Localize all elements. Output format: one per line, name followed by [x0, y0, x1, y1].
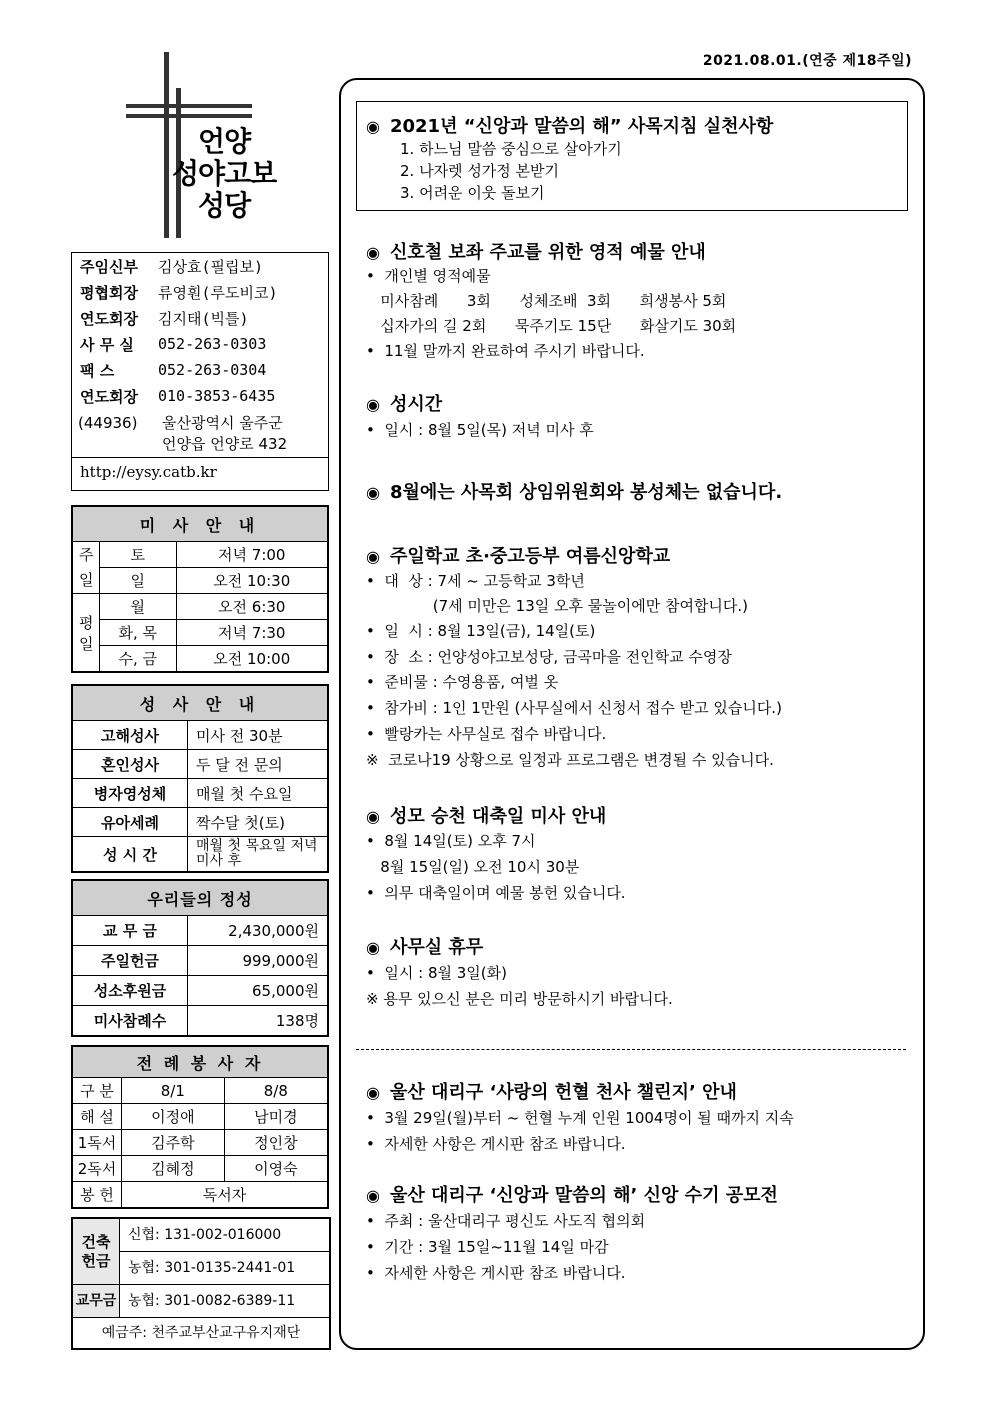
- info-row: [72, 357, 328, 383]
- mass-rows-1-time: 오전 10:30: [176, 568, 328, 594]
- tr-cell: [72, 946, 328, 976]
- div-cell: [73, 1285, 329, 1318]
- tr-cell: [72, 1078, 328, 1104]
- offering-rows-1-value: 999,000원: [188, 946, 329, 976]
- sections-blood-title: 울산 대리구 ‘사랑의 헌혈 천사 챌린지’ 안내: [389, 1082, 737, 1103]
- tbody-cell: [72, 1046, 328, 1208]
- bank-due-account: 농협: 301-0082-6389-11: [128, 1293, 296, 1309]
- mass-rows-4-time: 오전 10:00: [176, 646, 328, 673]
- tr-cell: [72, 721, 328, 750]
- info-row: [72, 383, 328, 409]
- tr-cell: [72, 1156, 328, 1182]
- holyhour-title: [366, 390, 442, 416]
- parish-name: [172, 126, 276, 222]
- mass-rows-0-day: 토: [100, 542, 177, 568]
- sections-holyhour-title: 성시간: [389, 394, 443, 415]
- tr-cell: [72, 808, 328, 837]
- servers-rows-0-0: 해 설: [72, 1104, 122, 1130]
- mass-weekday-label: 평일: [79, 613, 94, 653]
- servers-head-0: 구 분: [72, 1078, 122, 1104]
- sections-assumption-title: 성모 승천 대축일 미사 안내: [389, 806, 607, 827]
- summer-school-title: [366, 542, 670, 568]
- servers-rows-1-1: 김주학: [122, 1130, 225, 1156]
- parish-logo-lines-2: 성당: [198, 189, 251, 222]
- info-postcode: (44936): [78, 414, 138, 432]
- sections-prayer-title: 신호철 보좌 주교를 위한 영적 예물 안내: [389, 242, 706, 263]
- sections-office-title: 사무실 휴무: [389, 937, 484, 958]
- sections-marker: ◉: [366, 1083, 380, 1102]
- sacraments-rows-0-name: 고해성사: [72, 721, 188, 750]
- tr-cell: [72, 880, 328, 916]
- span-cell: [162, 413, 287, 455]
- goal-title: [366, 112, 773, 138]
- notice-title: [366, 478, 782, 504]
- servers-last-label: 봉 헌: [72, 1182, 122, 1209]
- info-rows-1-label: 평협회장: [80, 283, 138, 302]
- mass-rows-3-day: 화, 목: [100, 620, 177, 646]
- sections-school-lines-3: • 장 소 : 언양성야고보성당, 금곡마을 전인학교 수영장: [366, 648, 732, 666]
- parish-logo: [120, 52, 290, 238]
- servers-rows-2-1: 김혜정: [122, 1156, 225, 1182]
- sections-prayer-l3: 십자가의 길 2회 묵주기도 15단 화살기도 30회: [366, 317, 737, 335]
- divider: [356, 1049, 906, 1050]
- offering-rows-1-name: 주일헌금: [72, 946, 188, 976]
- sacraments-rows-3-name: 유아세례: [72, 808, 188, 837]
- info-row: [72, 305, 328, 331]
- sacraments-rows-0-value: 미사 전 30분: [188, 721, 329, 750]
- info-rows-2-value: 김지태(빅틀): [158, 309, 249, 328]
- bank-build-label: 건축헌금: [81, 1232, 111, 1270]
- sections-marker: ◉: [366, 807, 380, 826]
- liturgy-servers-table: [71, 1045, 329, 1209]
- sections-school-lines-2: • 일 시 : 8월 13일(금), 14일(토): [366, 622, 596, 640]
- div-cell: [126, 114, 252, 118]
- sections-notice-title: 8월에는 사목회 상임위원회와 봉성체는 없습니다.: [389, 482, 783, 503]
- sacraments-rows-3-value: 짝수달 첫(토): [188, 808, 329, 837]
- info-rows-0-value: 김상효(필립보): [158, 257, 264, 276]
- tr-cell: [72, 506, 328, 542]
- bulletin-date: 2021.08.01.(연중 제18주일): [702, 53, 912, 69]
- weekday-label: [72, 594, 100, 673]
- building-fund-label: [73, 1219, 120, 1284]
- sections-school-lines-7: ※ 코로나19 상황으로 일정과 프로그램은 변경될 수 있습니다.: [366, 751, 774, 769]
- div-cell: [73, 1219, 329, 1285]
- sections-prayer-l4: • 11월 말까지 완료하여 주시기 바랍니다.: [366, 342, 645, 360]
- tr-cell: [72, 837, 328, 873]
- sections-school-lines-6: • 빨랑카는 사무실로 접수 바랍니다.: [366, 725, 607, 743]
- sections-goal-items-1: 2. 나자렛 성가정 본받기: [400, 162, 560, 180]
- sections-marker: ◉: [366, 243, 380, 262]
- tr-cell: [72, 542, 328, 568]
- info-rows-3-value: 052-263-0303: [158, 335, 267, 353]
- mass-rows-2-day: 월: [100, 594, 177, 620]
- tr-cell: [72, 1130, 328, 1156]
- tr-cell: [72, 568, 328, 594]
- sunday-label: [72, 542, 100, 594]
- tbody-cell: [72, 685, 328, 872]
- tbody-cell: [72, 880, 328, 1036]
- info-address-line2: 언양읍 언양로 432: [162, 435, 288, 453]
- servers-rows-2-0: 2독서: [72, 1156, 122, 1182]
- sacraments-rows-2-value: 매월 첫 수요일: [188, 779, 329, 808]
- offering-rows-2-value: 65,000원: [188, 976, 329, 1006]
- mass-rows-1-day: 일: [100, 568, 177, 594]
- sections-school-lines-5: • 참가비 : 1인 1만원 (사무실에서 신청서 접수 받고 있습니다.): [366, 699, 782, 717]
- tr-cell: [72, 750, 328, 779]
- info-rows-4-value: 052-263-0304: [158, 361, 267, 379]
- info-rows-4-label: 팩 스: [80, 361, 115, 380]
- sections-office-lines-1: ※ 용무 있으신 분은 미리 방문하시기 바랍니다.: [366, 990, 673, 1008]
- sections-goal-title: 2021년 “신앙과 말씀의 해” 사목지침 실천사항: [389, 116, 774, 137]
- sections-contest-lines-2: • 자세한 사항은 게시판 참조 바랍니다.: [366, 1264, 626, 1282]
- sections-marker: ◉: [366, 117, 380, 136]
- sacraments-table: [71, 684, 329, 873]
- servers-title: 전 례 봉 사 자: [72, 1046, 328, 1078]
- sections-holyhour-l1: • 일시 : 8월 5일(목) 저녁 미사 후: [366, 421, 594, 439]
- tr-cell: [72, 1182, 328, 1209]
- sections-office-lines-0: • 일시 : 8월 3일(화): [366, 964, 507, 982]
- bank-build-accounts-0: 신협: 131-002-016000: [120, 1219, 329, 1252]
- tr-cell: [72, 620, 328, 646]
- sacraments-title: 성 사 안 내: [72, 685, 328, 721]
- contest-title: [366, 1181, 778, 1207]
- sections-assumption-lines-0: • 8월 14일(토) 오후 7시: [366, 832, 536, 850]
- sacraments-rows-1-name: 혼인성사: [72, 750, 188, 779]
- info-row: [72, 253, 328, 279]
- sections-marker: ◉: [366, 483, 380, 502]
- tr-cell: [72, 646, 328, 673]
- info-rows-3-label: 사 무 실: [80, 335, 134, 354]
- offering-rows-0-name: 교 무 금: [72, 916, 188, 946]
- sections-assumption-lines-1: 8월 15일(일) 오전 10시 30분: [366, 858, 580, 876]
- address: [72, 409, 328, 457]
- mass-rows-2-time: 오전 6:30: [176, 594, 328, 620]
- sacraments-rows-1-value: 두 달 전 문의: [188, 750, 329, 779]
- servers-head-1: 8/1: [122, 1078, 225, 1104]
- sections-blood-lines-1: • 자세한 사항은 게시판 참조 바랍니다.: [366, 1135, 626, 1153]
- servers-rows-1-2: 정인창: [224, 1130, 328, 1156]
- website-link[interactable]: http://eysy.catb.kr: [72, 457, 328, 486]
- info-address-line1: 울산광역시 울주군: [162, 414, 283, 432]
- tr-cell: [72, 594, 328, 620]
- sections-contest-lines-0: • 주최 : 울산대리구 평신도 사도직 협의회: [366, 1212, 646, 1230]
- sections-prayer-l2: 미사참례 3회 성체조배 3회 희생봉사 5회: [366, 292, 727, 310]
- mass-rows-0-time: 저녁 7:00: [176, 542, 328, 568]
- mass-title: 미 사 안 내: [72, 506, 328, 542]
- tr-cell: [72, 1006, 328, 1037]
- mass-rows-3-time: 저녁 7:30: [176, 620, 328, 646]
- contact-info-box: [71, 252, 329, 491]
- servers-rows-0-1: 이정애: [122, 1104, 225, 1130]
- sections-contest-lines-1: • 기간 : 3월 15일~11월 14일 마감: [366, 1238, 609, 1256]
- sacraments-rows-4-value: 매월 첫 목요일 저녁미사 후: [188, 837, 329, 873]
- div-cell: [126, 104, 252, 108]
- bank-due-label: 교무금: [73, 1285, 120, 1317]
- office-closed-title: [366, 933, 483, 959]
- offering-table: [71, 879, 329, 1037]
- bank-owner: 예금주: 천주교부산교구유지재단: [101, 1325, 301, 1341]
- info-rows-5-value: 010-3853-6435: [158, 387, 276, 405]
- sections-marker: ◉: [366, 547, 380, 566]
- sections-school-lines-4: • 준비물 : 수영용품, 여벌 옷: [366, 673, 559, 691]
- cross-icon: [164, 52, 169, 238]
- sections-blood-lines-0: • 3월 29일(월)부터 ~ 헌혈 누계 인원 1004명이 될 때까지 지속: [366, 1109, 794, 1127]
- servers-rows-1-0: 1독서: [72, 1130, 122, 1156]
- mass-rows-4-day: 수, 금: [100, 646, 177, 673]
- sections-goal-items-2: 3. 어려운 이웃 돌보기: [400, 184, 545, 202]
- sacraments-rows-4-name: 성 시 간: [72, 837, 188, 873]
- info-row: [72, 279, 328, 305]
- sections-school-lines-1: (7세 미만은 13일 오후 물놀이에만 참여합니다.): [366, 597, 749, 615]
- bank-accounts-box: [71, 1217, 331, 1350]
- sections-contest-title: 울산 대리구 ‘신앙과 말씀의 해’ 신앙 수기 공모전: [389, 1185, 778, 1206]
- servers-head-2: 8/8: [224, 1078, 328, 1104]
- tr-cell: [72, 685, 328, 721]
- offering-rows-3-value: 138명: [188, 1006, 329, 1037]
- sections-marker: ◉: [366, 395, 380, 414]
- sections-marker: ◉: [366, 938, 380, 957]
- tr-cell: [72, 916, 328, 946]
- sections-goal-items-0: 1. 하느님 말씀 중심으로 살아가기: [400, 140, 622, 158]
- sections-prayer-l1: • 개인별 영적예물: [366, 267, 491, 285]
- bank-build-accounts-1: 농협: 301-0135-2441-01: [128, 1260, 296, 1276]
- servers-rows-2-2: 이영숙: [224, 1156, 328, 1182]
- info-rows-1-value: 류영훤(루도비코): [158, 283, 278, 302]
- blood-donation-title: [366, 1078, 737, 1104]
- sections-marker: ◉: [366, 1186, 380, 1205]
- sections-assumption-lines-2: • 의무 대축일이며 예물 봉헌 있습니다.: [366, 884, 626, 902]
- parish-logo-lines-1: 성야고보: [172, 157, 277, 190]
- tr-cell: [72, 1046, 328, 1078]
- mass-schedule-table: [71, 505, 329, 673]
- servers-rows-0-2: 남미경: [224, 1104, 328, 1130]
- tr-cell: [72, 779, 328, 808]
- info-row: [72, 331, 328, 357]
- info-rows-2-label: 연도회장: [80, 309, 138, 328]
- div-cell: [120, 1219, 329, 1284]
- tr-cell: [72, 1104, 328, 1130]
- info-rows-5-label: 연도회장: [80, 387, 138, 406]
- offering-rows-3-name: 미사참례수: [72, 1006, 188, 1037]
- tbody-cell: [72, 506, 328, 672]
- sections-school-title: 주일학교 초·중고등부 여름신앙학교: [389, 546, 671, 567]
- mass-sunday-label: 주일: [79, 545, 94, 589]
- servers-last-value: 독서자: [122, 1182, 329, 1209]
- sacraments-rows-2-name: 병자영성체: [72, 779, 188, 808]
- sections-school-lines-0: • 대 상 : 7세 ~ 고등학교 3학년: [366, 572, 585, 590]
- tr-cell: [72, 976, 328, 1006]
- offering-rows-2-name: 성소후원금: [72, 976, 188, 1006]
- offering-title: 우리들의 정성: [72, 880, 328, 916]
- assumption-title: [366, 802, 606, 828]
- info-rows-0-label: 주임신부: [80, 257, 138, 276]
- parish-logo-lines-0: 언양: [198, 125, 251, 158]
- prayer-title: [366, 238, 706, 264]
- offering-rows-0-value: 2,430,000원: [188, 916, 329, 946]
